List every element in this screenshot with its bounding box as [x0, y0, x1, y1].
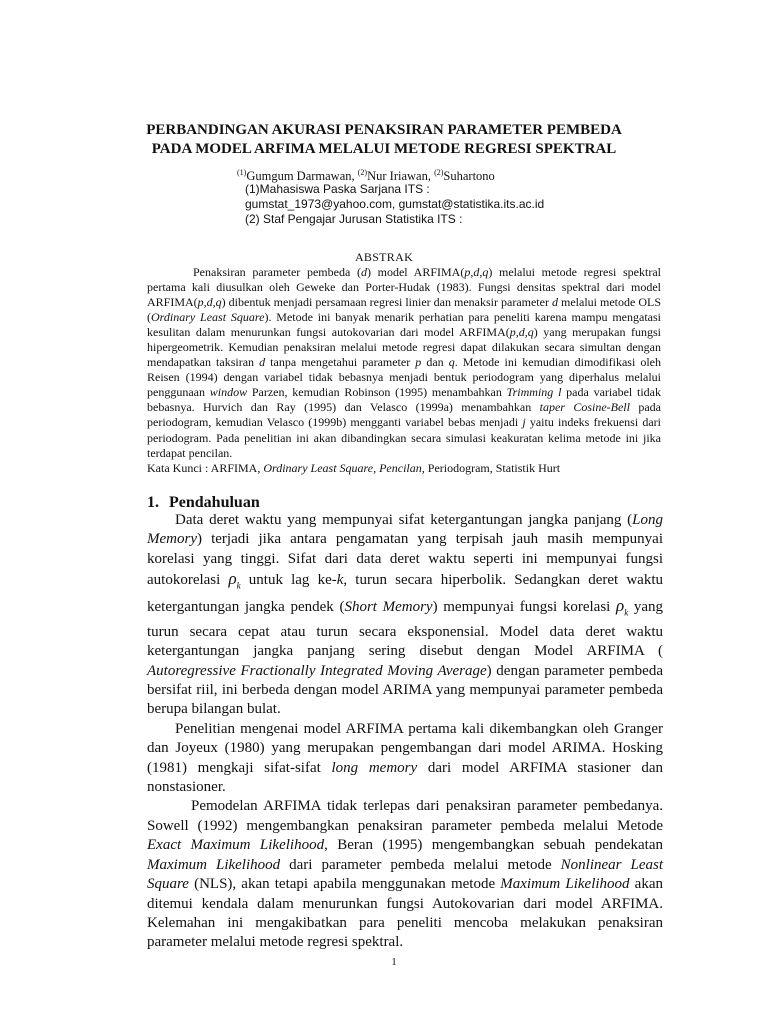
author-2: Nur Iriawan, [367, 169, 435, 184]
body-text [147, 511, 663, 953]
author-1: Gumgum Darmawan, [246, 169, 358, 184]
rho-symbol: $\rho_k$ [228, 569, 241, 591]
author-emails: gumstat_1973@yahoo.com, gumstat@statistika.its.ac.id [245, 197, 545, 211]
affiliation-2: (2) Staf Pengajar Jurusan Statistika ITS : [245, 212, 463, 226]
paper-title [120, 121, 648, 159]
page-number: 1 [391, 956, 397, 968]
abstract-text: Penaksiran parameter pembeda (d) model ARFIMA(p,d,q) melalui metode regresi spektral pertama kali diusulkan oleh Geweke dan Porter-Hudak (1983). Fungsi densitas spektral dari model ARFIMA(p,d,q) dibentuk menjadi persamaan regresi linier dan menaksir parameter d melalui metode OLS (Ordinary Least Square). Metode ini banyak menarik perhatian para peneliti karena mampu mengatasi kesulitan dalam menurunkan fungsi autokovarian dari model ARFIMA(p,d,q) yang merupakan fungsi hipergeometrik. Kemudian penaksiran melalui metode regresi dapat dilakukan secara simultan dengan mendapatkan taksiran d tanpa mengetahui parameter p dan q. Metode ini kemudian dimodifikasi oleh Reisen (1994) dengan variabel tidak bebasnya menjadi bentuk periodogram yang diperhalus melalui penggunaan window Parzen, kemudian Robinson (1995) menambahkan Trimming l pada variabel tidak bebasnya. Hurvich dan Ray (1995) dan Velasco (1999a) menambahkan taper Cosine-Bell pada periodogram, kemudian Velasco (1999b) mengganti variabel bebas menjadi j yaitu indeks frekuensi dari periodogram. Pada penelitian ini akan dibandingkan secara simulasi keakuratan kelima metode ini jika terdapat pencilan. [147, 265, 662, 460]
title-line-1: PERBANDINGAN AKURASI PENAKSIRAN PARAMETER PEMBEDA [146, 122, 622, 138]
author-3: Suhartono [443, 169, 495, 184]
section-heading [147, 494, 260, 512]
abstract-heading: ABSTRAK [354, 250, 414, 264]
keywords: Kata Kunci : ARFIMA, Ordinary Least Square, Pencilan, Periodogram, Statistik Hurt [147, 461, 561, 475]
section-title: Pendahuluan [169, 494, 260, 511]
paragraph-1: Data deret waktu yang mempunyai sifat ketergantungan jangka panjang (Long Memory) terjadi jika antara pengamatan yang terpisah jauh masih mempunyai korelasi yang tinggi. Sifat dari data deret waktu seperti ini mempunyai fungsi autokorelasi $\rho_k$ untuk lag ke-k, turun secara hiperbolik. Sedangkan deret waktu ketergantungan jangka pendek (Short Memory) mempunyai fungsi korelasi $\rho_k$ yang turun secara cepat atau turun secara eksponensial. Model data deret waktu ketergantungan jangka panjang sering disebut dengan Model ARFIMA ( Autoregressive Fractionally Integrated Moving Average) dengan parameter pembeda bersifat riil, ini berbeda dengan model ARIMA yang mempunyai parameter pembeda berupa bilangan bulat. [147, 512, 664, 718]
paragraph-2: Penelitian mengenai model ARFIMA pertama kali dikembangkan oleh Granger dan Joyeux (1980) yang merupakan pengembangan dari model ARIMA. Hosking (1981) mengkaji sifat-sifat long memory dari model ARFIMA stasioner dan nonstasioner. [147, 720, 663, 796]
author-list: $^{(1)}$Gumgum Darmawan, $^{(2)}$Nur Iriawan, $^{(2)}$Suhartono [237, 168, 495, 184]
affiliation-1: (1)Mahasiswa Paska Sarjana ITS : [245, 182, 430, 196]
paragraph-3: Pemodelan ARFIMA tidak terlepas dari penaksiran parameter pembedanya. Sowell (1992) mengembangkan penaksiran parameter pembeda melalui Metode Exact Maximum Likelihood, Beran (1995) mengembangkan sebuah pendekatan Maximum Likelihood dari parameter pembeda melalui metode Nonlinear Least Square (NLS), akan tetapi apabila menggunakan metode Maximum Likelihood akan ditemui kendala dalam menurunkan fungsi Autokovarian dari model ARFIMA. Kelemahan ini mengakibatkan para peneliti mencoba melakukan penaksiran parameter melalui metode regresi spektral. [147, 798, 664, 951]
section-number: 1. [147, 494, 159, 511]
rho-symbol: $\rho_k$ [616, 596, 629, 618]
title-line-2: PADA MODEL ARFIMA MELALUI METODE REGRESI SPEKTRAL [151, 141, 617, 157]
